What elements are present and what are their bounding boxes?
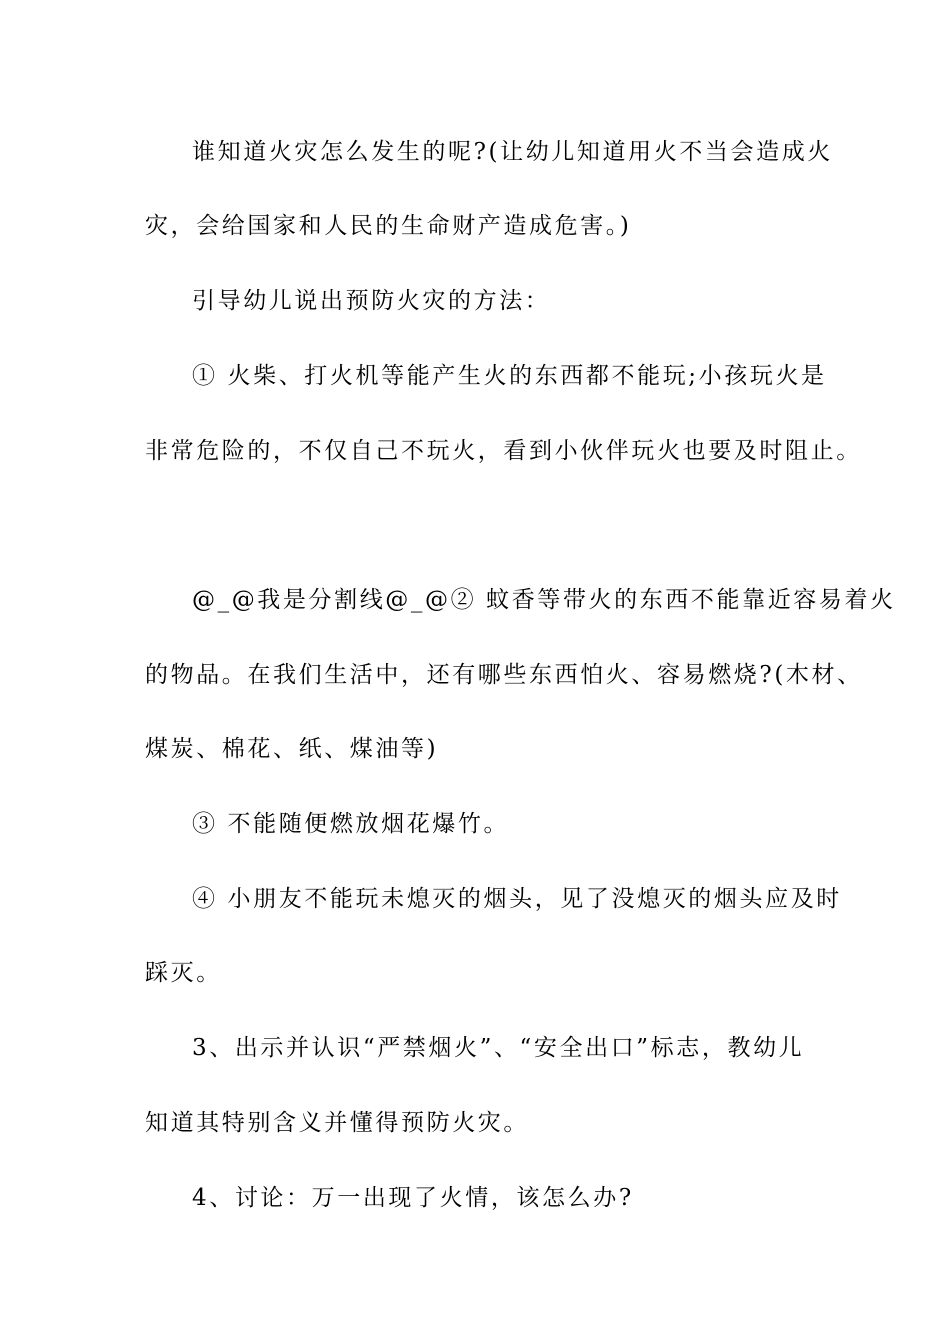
paragraph-prevention-intro: 引导幼儿说出预防火灾的方法：: [192, 288, 551, 314]
list-item-2-line-2: 的物品。在我们生活中，还有哪些东西怕火、容易燃烧?(木材、: [145, 662, 863, 688]
list-item-1-line-2: 非常危险的，不仅自己不玩火，看到小伙伴玩火也要及时阻止。: [145, 438, 862, 464]
list-item-3: ③ 不能随便燃放烟花爆竹。: [192, 811, 510, 837]
list-item-4-line-1: ④ 小朋友不能玩未熄灭的烟头，见了没熄灭的烟头应及时: [192, 886, 842, 912]
paragraph-fire-cause-line-1: 谁知道火灾怎么发生的呢?(让幼儿知道用火不当会造成火: [192, 139, 833, 165]
paragraph-fire-cause-line-2: 灾，会给国家和人民的生命财产造成危害。): [145, 213, 632, 239]
step-3-line-2: 知道其特别含义并懂得预防火灾。: [145, 1110, 529, 1136]
list-item-2-line-1: @_@我是分割线@_@② 蚊香等带火的东西不能靠近容易着火: [192, 587, 896, 613]
list-item-1-line-1: ① 火柴、打火机等能产生火的东西都不能玩;小孩玩火是: [192, 363, 827, 389]
step-3-line-1: 3、出示并认识“严禁烟火”、“安全出口”标志，教幼儿: [192, 1035, 805, 1061]
list-item-4-line-2: 踩灭。: [145, 960, 222, 986]
list-item-2-line-3: 煤炭、棉花、纸、煤油等): [145, 736, 439, 762]
step-4: 4、讨论：万一出现了火情，该怎么办?: [192, 1185, 634, 1211]
